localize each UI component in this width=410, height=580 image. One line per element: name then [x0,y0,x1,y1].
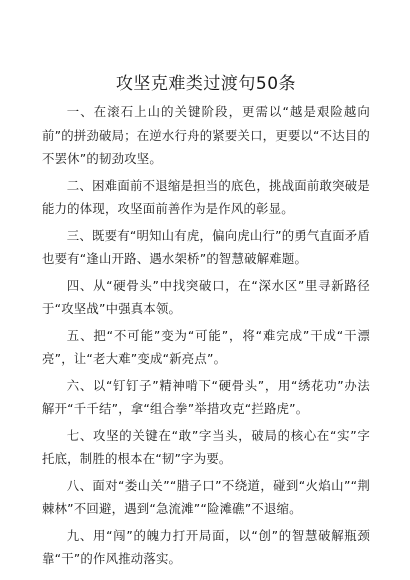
paragraph-3: 三、既要有“明知山有虎，偏向虎山行”的勇气直面矛盾也要有“逢山开路、遇水架桥”的智慧破解难题。 [42,227,370,266]
paragraph-2: 二、困难面前不退缩是担当的底色，挑战面前敢突破是能力的体现，攻坚面前善作为是作风的彰显。 [42,177,370,216]
paragraph-5: 五、把“不可能”变为“可能”，将“难完成”干成“干漂亮”，让“老大难”变成“新亮点”。 [42,327,370,366]
paragraph-7: 七、攻坚的关键在“敢”字当头，破局的核心在“实”字托底，制胜的根本在“韧”字为要。 [42,427,370,466]
paragraph-8: 八、面对“娄山关”“腊子口”不绕道，碰到“火焰山”“荆棘林”不回避，遇到“急流滩”“险滩礁”不退缩。 [42,477,370,516]
paragraph-9: 九、用“闯”的魄力打开局面，以“创”的智慧破解瓶颈靠“干”的作风推动落实。 [42,527,370,566]
document-title: 攻坚克难类过渡句50条 [115,74,297,94]
paragraph-1: 一、在滚石上山的关键阶段，更需以“越是艰险越向前”的拼劲破局；在逆水行舟的紧要关口，更要以“不达目的不罢休”的韧劲攻坚。 [42,104,371,166]
paragraph-6: 六、以“钉钉子”精神啃下“硬骨头”，用“绣花功”办法解开“千千结”，拿“组合拳”举措攻克“拦路虎”。 [42,377,370,416]
paragraph-4: 四、从“硬骨头”中找突破口，在“深水区”里寻新路径于“攻坚战”中强真本领。 [42,277,370,316]
